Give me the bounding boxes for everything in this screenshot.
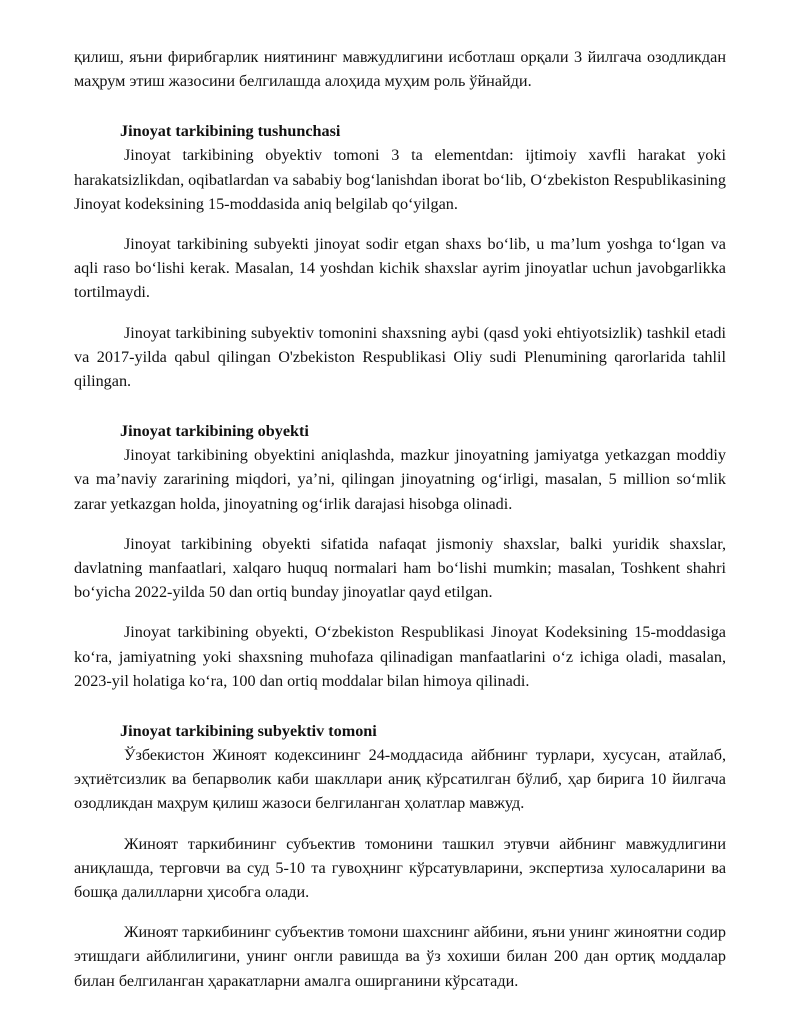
paragraph: Jinoyat tarkibining obyektini aniqlashda, mazkur jinoyatning jamiyatga yetkazgan moddiy va maʼnaviy zararining miqdori, yaʼni, qilingan jinoyatning ogʻirligi, masalan, 5 million soʻmlik zarar yetkazgan holda, jinoyatning ogʻirlik darajasi hisobga olinadi. — [74, 446, 726, 513]
section-heading-concept: Jinoyat tarkibining tushunchasi — [120, 122, 341, 141]
paragraph: Jinoyat tarkibining obyekti sifatida nafaqat jismoniy shaxslar, balki yuridik shaxslar, davlatning manfaatlari, xalqaro huquq normalari ham boʻlishi mumkin; masalan, Toshkent shahri boʻyicha 2022-yilda 50 dan ortiq bunday jinoyatlar qayd etilgan. — [74, 534, 726, 602]
section-heading-object: Jinoyat tarkibining obyekti — [120, 422, 309, 441]
paragraph: Жиноят таркибининг субъектив томонини ташкил этувчи айбнинг мавжудлигини аниқлашда, терговчи ва суд 5-10 та гувоҳнинг кўрсатувларини, экспертиза хулосаларини ва бошқа далилларни ҳисобга олади. — [74, 834, 726, 902]
paragraph: Jinoyat tarkibining subyektiv tomonini shaxsning aybi (qasd yoki ehtiyotsizlik) tashkil etadi va 2017-yilda qabul qilingan O'zbekiston Respublikasi Oliy sudi Plenumining qarorlarida tahlil qilingan. — [74, 323, 726, 391]
paragraph: Жиноят таркибининг субъектив томони шахснинг айбини, яъни унинг жиноятни содир этишдаги айблилигини, унинг онгли равишда ва ўз хохиши билан 200 дан ортиқ моддалар билан белгиланган ҳаракатларни амалга оширганини кўрсатади. — [74, 923, 726, 990]
paragraph: Ўзбекистон Жиноят кодексининг 24-моддасида айбнинг турлари, хусусан, атайлаб, эҳтиётсизлик ва бепарволик каби шакллари аниқ кўрсатилган бўлиб, ҳар бирига 10 йилгача озодликдан маҳрум қилиш жазоси белгиланган ҳолатлар мавжуд. — [74, 746, 726, 813]
intro-paragraph: қилиш, яъни фирибгарлик ниятининг мавжудлигини исботлаш орқали 3 йилгача озодликдан маҳрум этиш жазосини белгилашда алоҳида муҳим роль ўйнайди. — [74, 48, 726, 91]
paragraph: Jinoyat tarkibining subyekti jinoyat sodir etgan shaxs boʻlib, u maʼlum yoshga toʻlgan va aqli raso boʻlishi kerak. Masalan, 14 yoshdan kichik shaxslar ayrim jinoyatlar uchun javobgarlikka tortilmaydi. — [74, 235, 726, 302]
paragraph: Jinoyat tarkibining obyekti, Oʻzbekiston Respublikasi Jinoyat Kodeksining 15-moddasiga koʻra, jamiyatning yoki shaxsning muhofaza qilinadigan manfaatlarini oʻz ichiga oladi, masalan, 2023-yil holatiga koʻra, 100 dan ortiq moddalar bilan himoya qilinadi. — [74, 623, 726, 690]
section-heading-subjective-side: Jinoyat tarkibining subyektiv tomoni — [120, 722, 377, 741]
paragraph: Jinoyat tarkibining obyektiv tomoni 3 ta elementdan: ijtimoiy xavfli harakat yoki harakatsizlikdan, oqibatlardan va sababiy bogʻlanishdan iborat boʻlib, Oʻzbekiston Respublikasining Jinoyat kodeksining 15-moddasida aniq belgilab qoʻyilgan. — [74, 146, 726, 213]
